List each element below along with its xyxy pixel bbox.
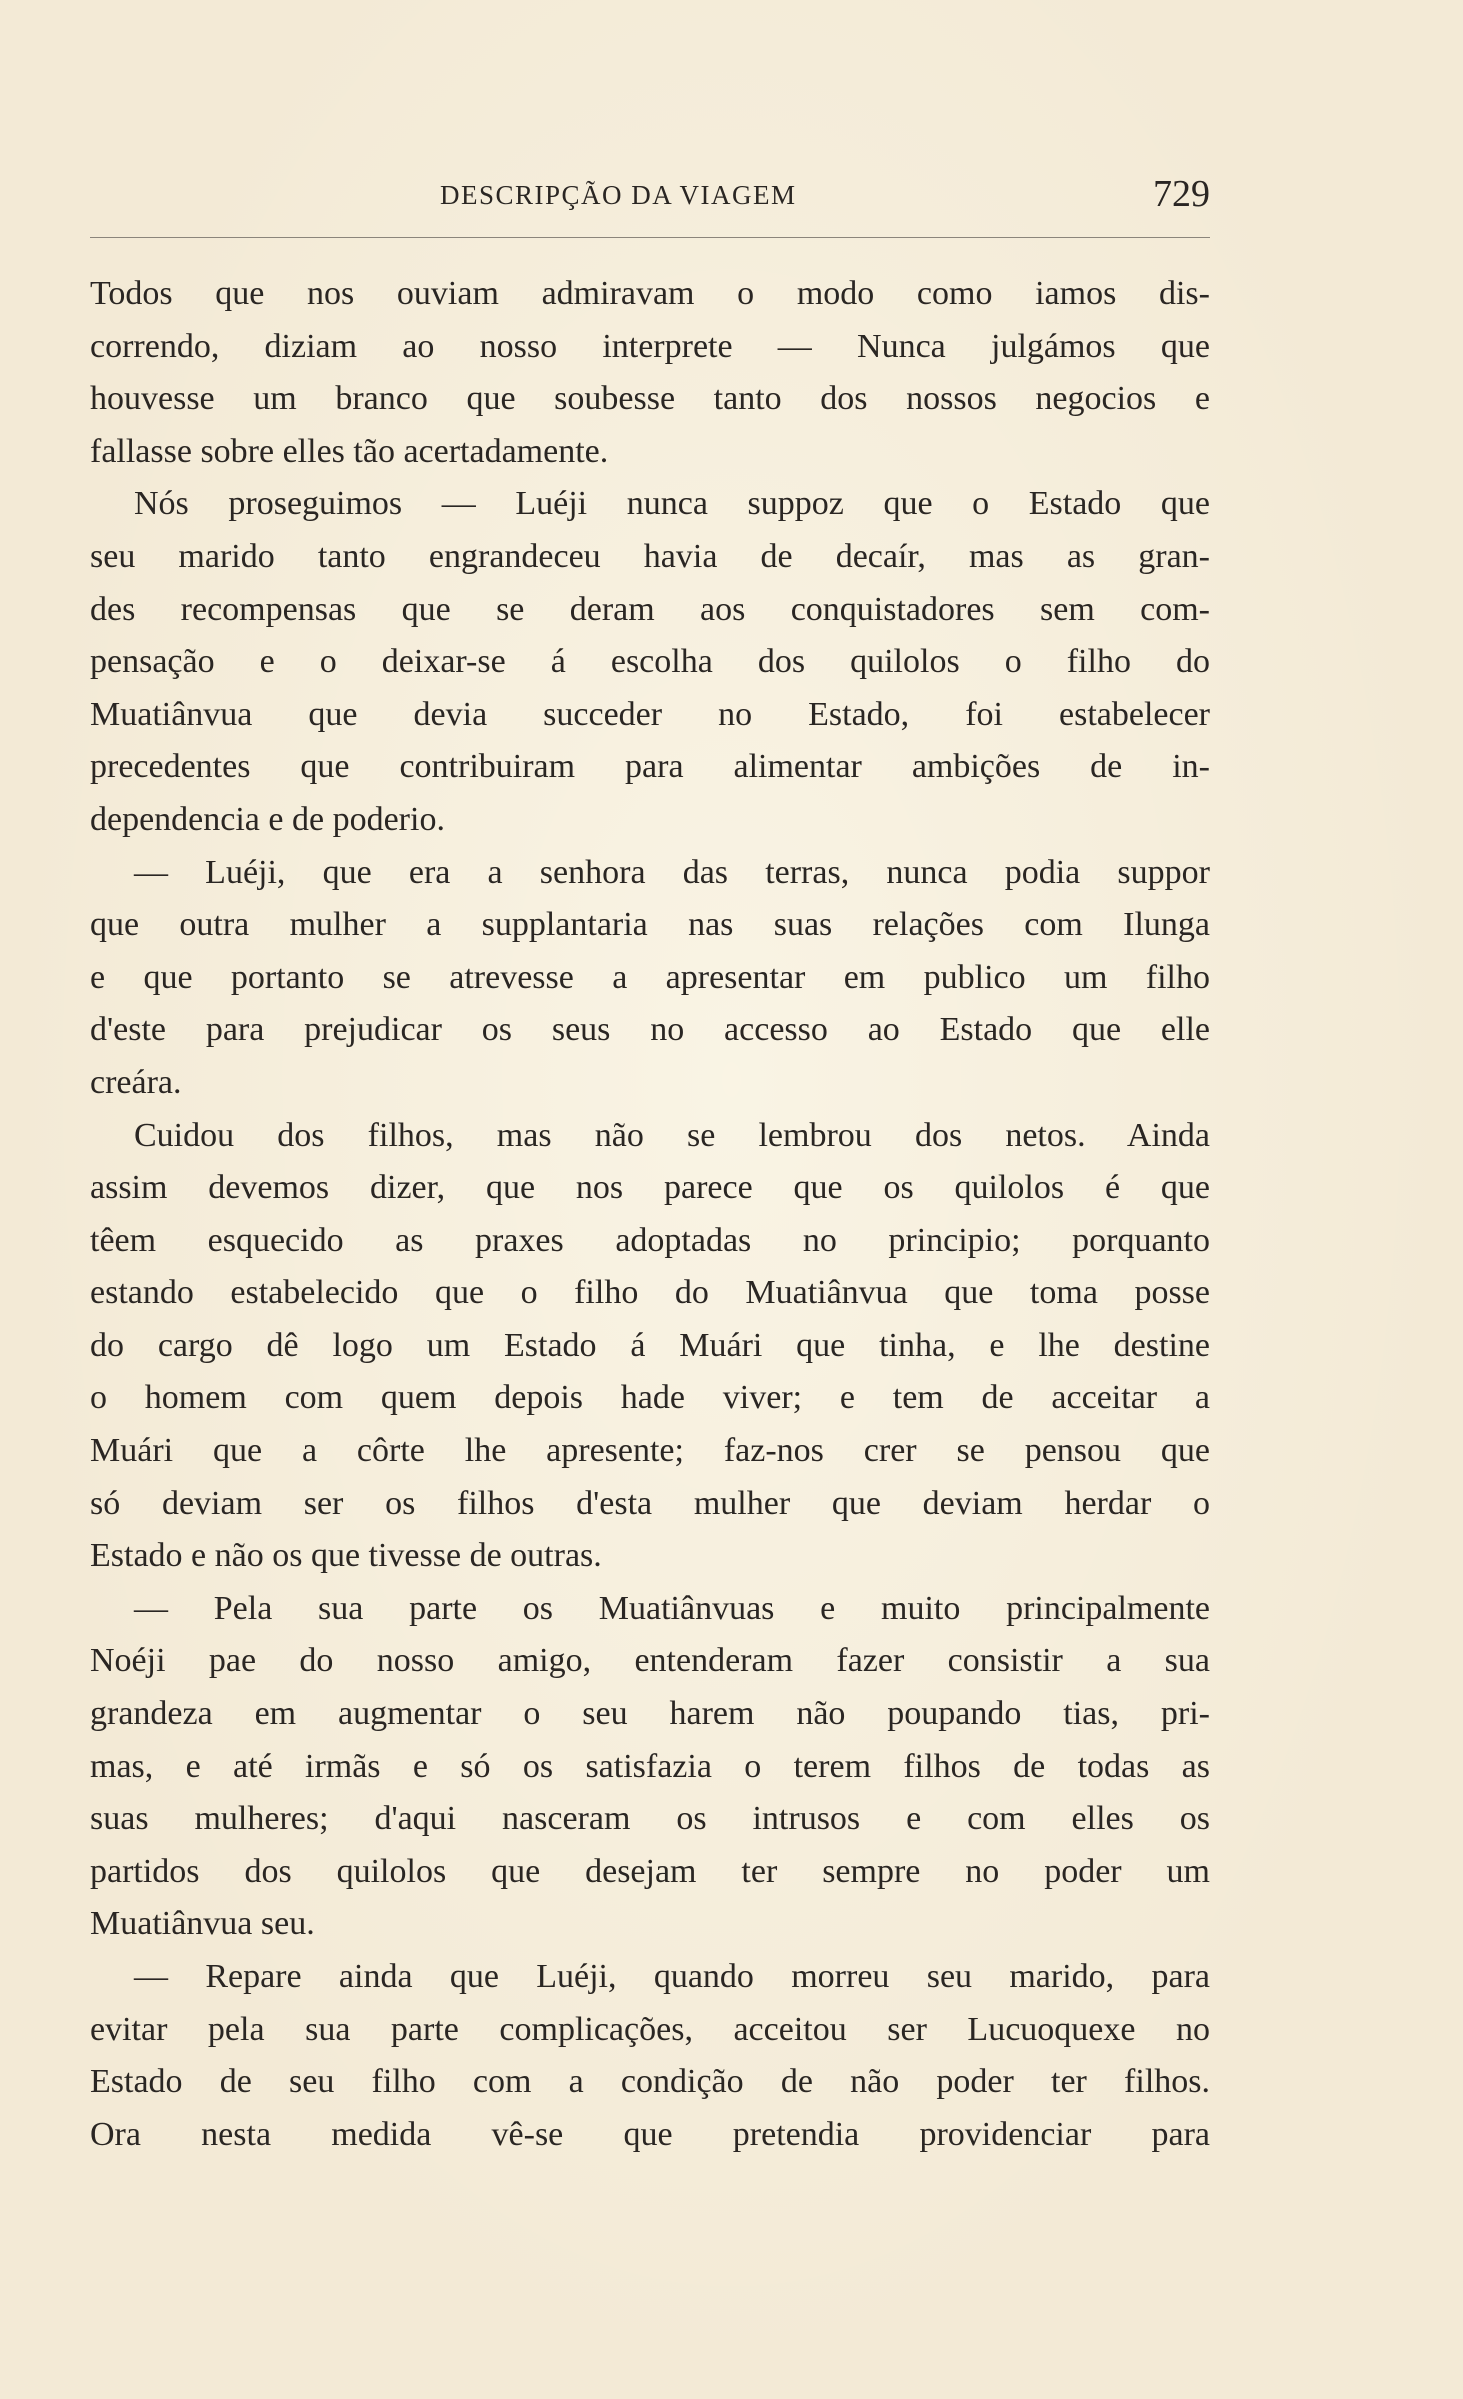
text-line: o homem com quem depois hade viver; e tem de acceitar a	[90, 1379, 1210, 1417]
text-line: evitar pela sua parte complicações, acceitou ser Lucuoquexe no	[90, 2010, 1210, 2048]
text-line: correndo, diziam ao nosso interprete — Nunca julgámos que	[90, 327, 1210, 365]
text-line: dependencia e de poderio.	[90, 800, 445, 838]
header-rule	[90, 237, 1210, 238]
text-line: grandeza em augmentar o seu harem não poupando tias, pri-	[90, 1695, 1210, 1733]
text-line: fallasse sobre elles tão acertadamente.	[90, 432, 609, 470]
text-line: partidos dos quilolos que desejam ter sempre no poder um	[90, 1852, 1210, 1890]
text-line: Muatiânvua que devia succeder no Estado, foi estabelecer	[90, 695, 1210, 733]
text-line: precedentes que contribuiram para alimentar ambições de in-	[90, 748, 1210, 786]
running-title: DESCRIPÇÃO DA VIAGEM	[440, 180, 797, 210]
text-line: estando estabelecido que o filho do Muatiânvua que toma posse	[90, 1274, 1210, 1312]
text-line: pensação e o deixar-se á escolha dos quilolos o filho do	[90, 643, 1210, 681]
text-line: Muári que a côrte lhe apresente; faz-nos crer se pensou que	[90, 1432, 1210, 1470]
text-line: — Pela sua parte os Muatiânvuas e muito principalmente	[134, 1589, 1210, 1627]
text-line: — Luéji, que era a senhora das terras, nunca podia suppor	[134, 853, 1210, 891]
text-line: houvesse um branco que soubesse tanto dos nossos negocios e	[90, 380, 1210, 418]
text-line: do cargo dê logo um Estado á Muári que tinha, e lhe destine	[90, 1326, 1210, 1364]
text-line: seu marido tanto engrandeceu havia de decaír, mas as gran-	[90, 537, 1210, 575]
text-line: Muatiânvua seu.	[90, 1905, 315, 1943]
text-line: Cuidou dos filhos, mas não se lembrou dos netos. Ainda	[134, 1116, 1210, 1154]
text-line: que outra mulher a supplantaria nas suas relações com Ilunga	[90, 906, 1210, 944]
text-line: só deviam ser os filhos d'esta mulher que deviam herdar o	[90, 1484, 1210, 1522]
text-line: e que portanto se atrevesse a apresentar em publico um filho	[90, 958, 1210, 996]
body-text	[90, 268, 1210, 2161]
text-line: Ora nesta medida vê-se que pretendia providenciar para	[90, 2115, 1210, 2153]
text-line: des recompensas que se deram aos conquistadores sem com-	[90, 590, 1210, 628]
text-line: assim devemos dizer, que nos parece que os quilolos é que	[90, 1169, 1210, 1207]
page-number: 729	[1153, 173, 1210, 215]
text-line: têem esquecido as praxes adoptadas no principio; porquanto	[90, 1221, 1210, 1259]
text-line: Estado de seu filho com a condição de não poder ter filhos.	[90, 2063, 1210, 2101]
text-line: — Repare ainda que Luéji, quando morreu seu marido, para	[134, 1958, 1210, 1995]
text-line: Noéji pae do nosso amigo, entenderam fazer consistir a sua	[90, 1642, 1210, 1680]
text-line: d'este para prejudicar os seus no accesso ao Estado que elle	[90, 1011, 1210, 1049]
text-line: Estado e não os que tivesse de outras.	[90, 1537, 602, 1575]
text-line: Todos que nos ouviam admiravam o modo como iamos dis-	[90, 275, 1210, 312]
text-line: Nós proseguimos — Luéji nunca suppoz que o Estado que	[134, 485, 1210, 523]
text-line: mas, e até irmãs e só os satisfazia o terem filhos de todas as	[90, 1747, 1210, 1785]
text-line: suas mulheres; d'aqui nasceram os intrusos e com elles os	[90, 1800, 1210, 1838]
text-line: creára.	[90, 1063, 182, 1101]
running-head	[90, 172, 1210, 220]
